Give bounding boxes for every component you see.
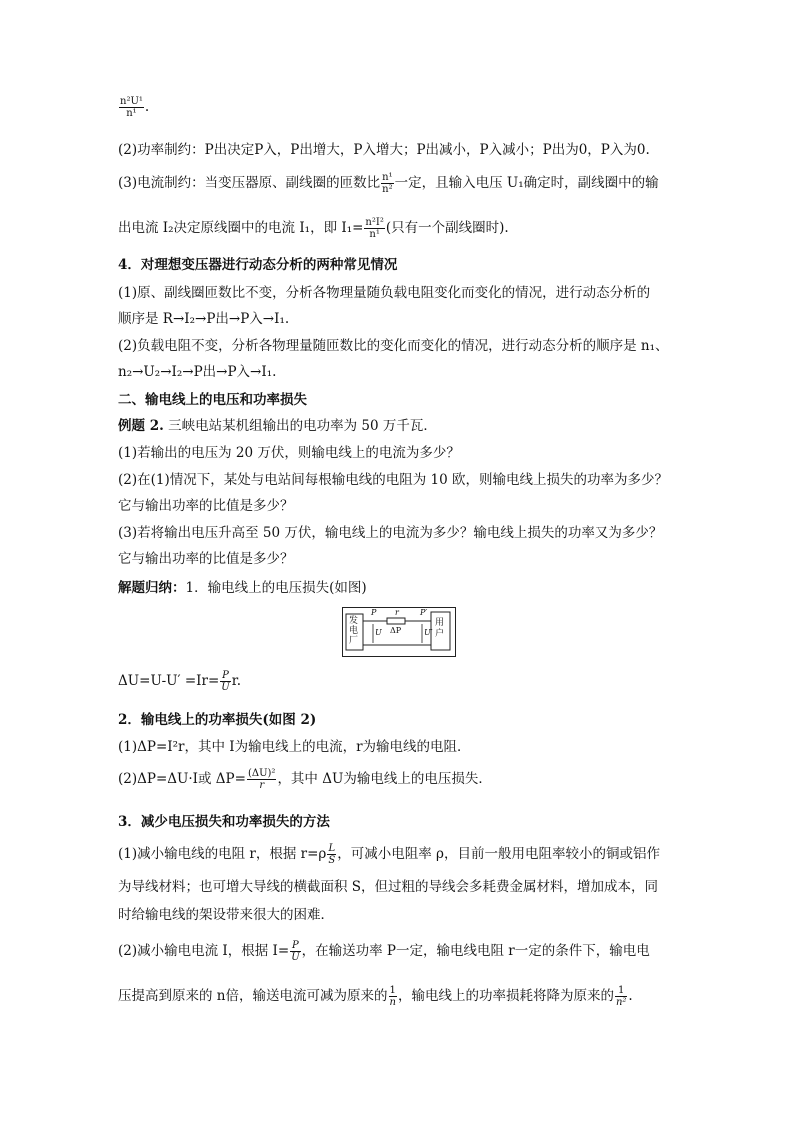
fraction: $\frac{1}{\text{n²}}$ xyxy=(615,985,627,1008)
section-heading: 2．输电线上的功率损失(如图 2) xyxy=(118,712,317,728)
section-heading: 3．减少电压损失和功率损失的方法 xyxy=(118,814,330,830)
fraction: $\frac{P}{U}$ xyxy=(221,670,230,693)
fraction: $\frac{1}{n}$ xyxy=(389,985,396,1008)
example-title: 例题 2. 三峡电站某机组输出的电功率为 50 万千瓦． xyxy=(118,418,437,434)
resistor xyxy=(387,618,405,624)
user-label: 用户 xyxy=(435,618,445,639)
fraction: $\frac{\text{n¹}}{\text{n²}}$ xyxy=(382,172,393,195)
text-line: (1)若输出的电压为 20 万伏，则输电线上的电流为多少？ xyxy=(118,445,460,461)
section-heading: 4．对理想变压器进行动态分析的两种常见情况 xyxy=(118,257,398,273)
label-r: r xyxy=(395,608,399,617)
transmission-diagram xyxy=(342,607,456,657)
formula-fragment: $\frac{\text{n²U¹}}{\text{n¹}}$ . xyxy=(120,96,150,119)
text-line: 压提高到原来的 n倍，输送电流可减为原来的 $\frac{1}{n}$ ，输电线上的功率损耗将降为原来的 $\frac{1}{\text{n²}}$ . xyxy=(118,985,633,1008)
text-line: 为导线材料；也可增大导线的横截面积 S，但过粗的导线会多耗费金属材料，增加成本，同 xyxy=(118,879,659,895)
text-line: (2)在(1)情况下，某处与电站间每根输电线的电阻为 10 欧，则输电线上损失的功率为多少？ xyxy=(118,472,669,488)
fraction: $\frac{\text{n²U¹}}{\text{n¹}}$ xyxy=(120,96,143,119)
text-line: n₂→U₂→I₂→P出→P入→I₁. xyxy=(118,364,277,380)
text-line: 出电流 I₂决定原线圈中的电流 I₁，即 I₁= $\frac{\text{n²I²}}{\text{n¹}}$ (只有一个副线圈时). xyxy=(118,217,509,240)
label-dP: ΔP xyxy=(390,626,402,635)
formula-line: ΔU=U-U′ =Ir= $\frac{P}{U}$ r. xyxy=(118,670,241,693)
formula-line: (2)ΔP=ΔU·I或 ΔP= $\frac{\text{(ΔU)²}}{r}$ ，其中 ΔU为输电线上的电压损失． xyxy=(118,768,492,791)
text-line: (1)原、副线圈匝数比不变，分析各物理量随负载电阻变化而变化的情况，进行动态分析的 xyxy=(118,285,651,301)
fraction: $\frac{\text{n²I²}}{\text{n¹}}$ xyxy=(365,217,384,240)
text-line: (3)电流制约：当变压器原、副线圈的匝数比 $\frac{\text{n¹}}{\text{n²}}$ 一定，且输入电压 U₁确定时，副线圈中的输 xyxy=(118,172,659,195)
text-line: 它与输出功率的比值是多少？ xyxy=(118,498,294,514)
label-U: U xyxy=(375,628,382,637)
text-line: 它与输出功率的比值是多少？ xyxy=(118,551,294,567)
text-line: (1)减小输电线的电阻 r，根据 r=ρ $\frac{L}{S}$ ，可减小电阻率 ρ，目前一般用电阻率较小的铜或铝作 xyxy=(118,843,660,866)
text-line: 解题归纳：1．输电线上的电压损失(如图) xyxy=(118,580,367,596)
label-Pp: P′ xyxy=(420,608,428,617)
label-P: P xyxy=(371,608,377,617)
label-Up: U′ xyxy=(424,628,433,637)
text-line: (2)减小输电电流 I，根据 I= $\frac{P}{U}$ ，在输送功率 P一定，输电线电阻 r一定的条件下，输电电 xyxy=(118,940,650,963)
plant-label: 发电厂 xyxy=(349,616,359,646)
section-heading: 二、输电线上的电压和功率损失 xyxy=(118,392,307,408)
text-line: (2)负载电阻不变，分析各物理量随匝数比的变化而变化的情况，进行动态分析的顺序是 n₁、 xyxy=(118,338,669,354)
text-line: 时给输电线的架设带来很大的困难． xyxy=(118,907,334,923)
fraction: $\frac{L}{S}$ xyxy=(328,843,336,866)
fraction: $\frac{P}{U}$ xyxy=(291,940,300,963)
text-line: (3)若将输出电压升高至 50 万伏，输电线上的电流为多少？输电线上损失的功率又为多少？ xyxy=(118,525,663,541)
text-line: (2)功率制约：P出决定P入，P出增大，P入增大；P出减小，P入减小；P出为0，P入为0. xyxy=(118,142,650,158)
text-line: 顺序是 R→I₂→P出→P入→I₁. xyxy=(118,311,290,327)
fraction: $\frac{\text{(ΔU)²}}{r}$ xyxy=(247,768,276,791)
text-line: (1)ΔP=I²r，其中 I为输电线上的电流，r为输电线的电阻． xyxy=(118,739,471,755)
